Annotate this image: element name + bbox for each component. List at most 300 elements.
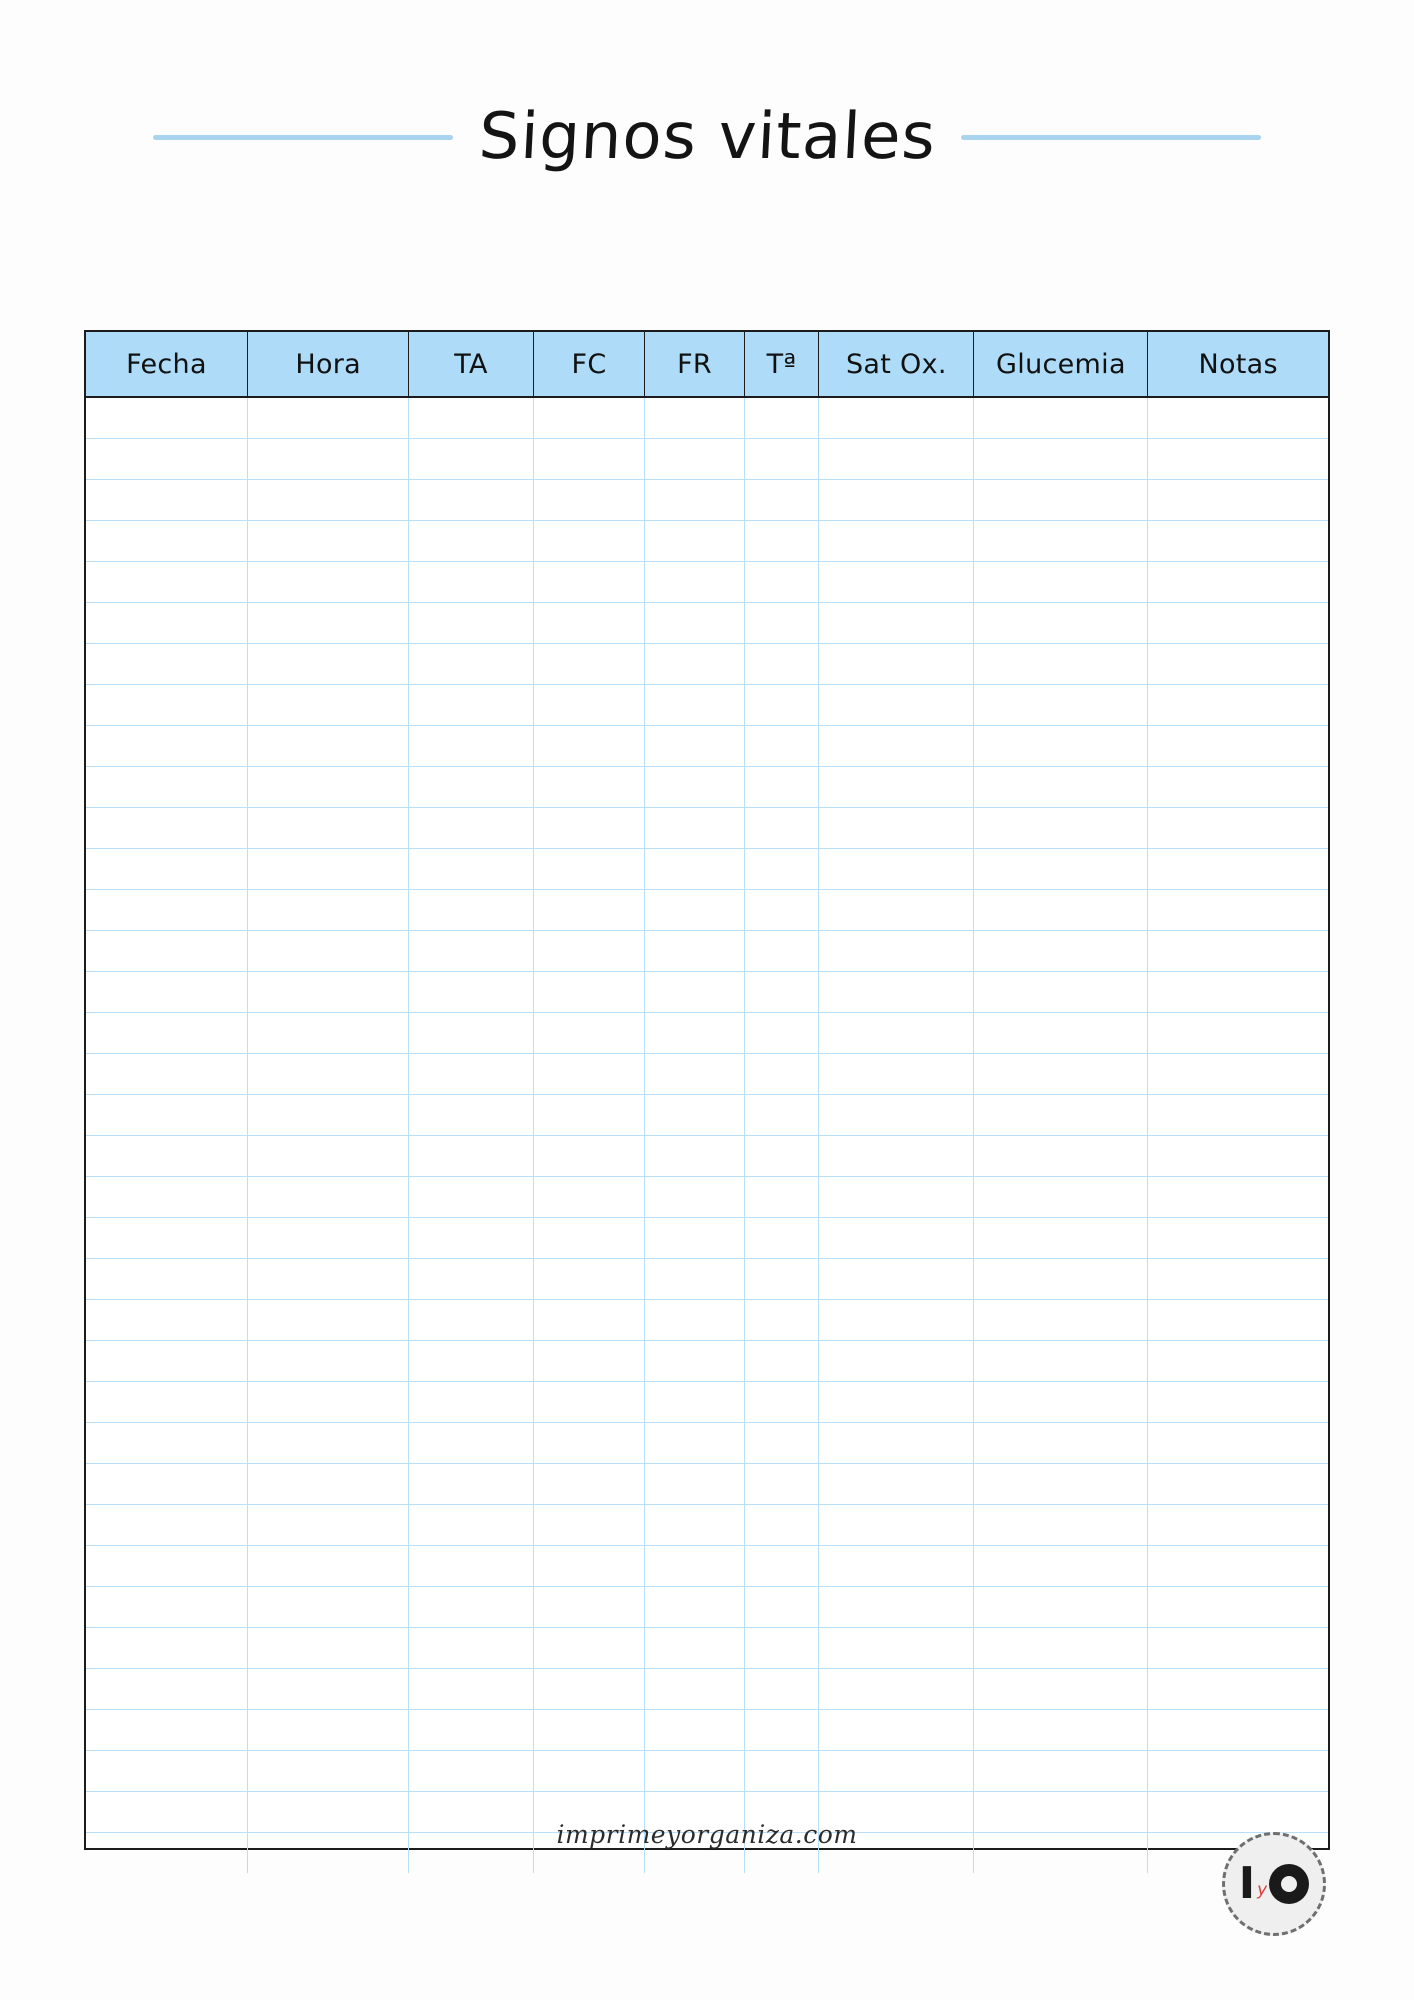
table-cell-t[interactable] [744, 1710, 819, 1751]
table-cell-sat-ox[interactable] [819, 1218, 974, 1259]
table-cell-fecha[interactable] [86, 767, 247, 808]
table-cell-sat-ox[interactable] [819, 1669, 974, 1710]
table-cell-fc[interactable] [533, 767, 645, 808]
table-cell-sat-ox[interactable] [819, 808, 974, 849]
table-cell-sat-ox[interactable] [819, 726, 974, 767]
table-cell-notas[interactable] [1148, 1341, 1328, 1382]
table-cell-glucemia[interactable] [974, 439, 1148, 480]
table-cell-glucemia[interactable] [974, 1505, 1148, 1546]
table-cell-ta[interactable] [409, 397, 533, 439]
table-cell-ta[interactable] [409, 1013, 533, 1054]
table-cell-fc[interactable] [533, 1218, 645, 1259]
table-cell-hora[interactable] [247, 1259, 408, 1300]
table-cell-ta[interactable] [409, 603, 533, 644]
table-cell-fc[interactable] [533, 726, 645, 767]
table-cell-hora[interactable] [247, 1177, 408, 1218]
table-cell-glucemia[interactable] [974, 397, 1148, 439]
table-cell-hora[interactable] [247, 1300, 408, 1341]
table-cell-notas[interactable] [1148, 1259, 1328, 1300]
table-cell-hora[interactable] [247, 685, 408, 726]
table-cell-fecha[interactable] [86, 931, 247, 972]
table-cell-glucemia[interactable] [974, 1382, 1148, 1423]
table-cell-notas[interactable] [1148, 726, 1328, 767]
table-cell-fr[interactable] [645, 603, 744, 644]
table-cell-fecha[interactable] [86, 1300, 247, 1341]
table-cell-fc[interactable] [533, 972, 645, 1013]
table-cell-t[interactable] [744, 808, 819, 849]
table-cell-sat-ox[interactable] [819, 562, 974, 603]
table-cell-glucemia[interactable] [974, 1136, 1148, 1177]
table-cell-hora[interactable] [247, 521, 408, 562]
table-cell-fr[interactable] [645, 767, 744, 808]
table-cell-sat-ox[interactable] [819, 1546, 974, 1587]
table-cell-hora[interactable] [247, 808, 408, 849]
table-cell-fr[interactable] [645, 685, 744, 726]
table-cell-ta[interactable] [409, 521, 533, 562]
table-cell-sat-ox[interactable] [819, 1751, 974, 1792]
table-cell-sat-ox[interactable] [819, 1095, 974, 1136]
table-cell-fr[interactable] [645, 562, 744, 603]
table-cell-ta[interactable] [409, 890, 533, 931]
table-cell-hora[interactable] [247, 1095, 408, 1136]
table-cell-glucemia[interactable] [974, 480, 1148, 521]
table-cell-fecha[interactable] [86, 1464, 247, 1505]
table-cell-notas[interactable] [1148, 1505, 1328, 1546]
table-cell-fc[interactable] [533, 1054, 645, 1095]
table-cell-fc[interactable] [533, 1423, 645, 1464]
table-cell-notas[interactable] [1148, 1013, 1328, 1054]
table-cell-glucemia[interactable] [974, 1710, 1148, 1751]
table-cell-notas[interactable] [1148, 972, 1328, 1013]
table-cell-glucemia[interactable] [974, 931, 1148, 972]
table-cell-glucemia[interactable] [974, 1177, 1148, 1218]
table-cell-glucemia[interactable] [974, 808, 1148, 849]
table-cell-fc[interactable] [533, 1546, 645, 1587]
table-cell-t[interactable] [744, 1300, 819, 1341]
table-cell-sat-ox[interactable] [819, 1259, 974, 1300]
table-cell-fc[interactable] [533, 1710, 645, 1751]
table-cell-notas[interactable] [1148, 1628, 1328, 1669]
table-cell-sat-ox[interactable] [819, 1505, 974, 1546]
table-cell-glucemia[interactable] [974, 644, 1148, 685]
table-cell-fc[interactable] [533, 1628, 645, 1669]
table-cell-fecha[interactable] [86, 685, 247, 726]
table-cell-fecha[interactable] [86, 849, 247, 890]
table-cell-fr[interactable] [645, 1136, 744, 1177]
table-cell-notas[interactable] [1148, 644, 1328, 685]
table-cell-fecha[interactable] [86, 1587, 247, 1628]
table-cell-t[interactable] [744, 1095, 819, 1136]
table-cell-fr[interactable] [645, 1341, 744, 1382]
table-cell-notas[interactable] [1148, 849, 1328, 890]
table-cell-fr[interactable] [645, 1546, 744, 1587]
table-cell-glucemia[interactable] [974, 521, 1148, 562]
table-cell-t[interactable] [744, 726, 819, 767]
table-cell-hora[interactable] [247, 1587, 408, 1628]
table-cell-glucemia[interactable] [974, 1218, 1148, 1259]
table-cell-sat-ox[interactable] [819, 521, 974, 562]
table-cell-t[interactable] [744, 1423, 819, 1464]
table-cell-ta[interactable] [409, 849, 533, 890]
table-cell-fc[interactable] [533, 1177, 645, 1218]
table-cell-fc[interactable] [533, 1300, 645, 1341]
table-cell-notas[interactable] [1148, 1546, 1328, 1587]
table-cell-hora[interactable] [247, 1054, 408, 1095]
table-cell-glucemia[interactable] [974, 1546, 1148, 1587]
table-cell-ta[interactable] [409, 1136, 533, 1177]
table-cell-ta[interactable] [409, 931, 533, 972]
table-cell-ta[interactable] [409, 439, 533, 480]
table-cell-ta[interactable] [409, 1464, 533, 1505]
table-cell-t[interactable] [744, 1136, 819, 1177]
table-cell-t[interactable] [744, 890, 819, 931]
table-cell-notas[interactable] [1148, 685, 1328, 726]
table-cell-t[interactable] [744, 1505, 819, 1546]
table-cell-fecha[interactable] [86, 972, 247, 1013]
table-cell-t[interactable] [744, 1546, 819, 1587]
table-cell-t[interactable] [744, 1587, 819, 1628]
table-cell-ta[interactable] [409, 1218, 533, 1259]
table-cell-glucemia[interactable] [974, 1587, 1148, 1628]
table-cell-fr[interactable] [645, 644, 744, 685]
table-cell-glucemia[interactable] [974, 562, 1148, 603]
table-cell-ta[interactable] [409, 1382, 533, 1423]
table-cell-hora[interactable] [247, 1218, 408, 1259]
table-cell-fc[interactable] [533, 603, 645, 644]
table-cell-fecha[interactable] [86, 1669, 247, 1710]
table-cell-fecha[interactable] [86, 644, 247, 685]
table-cell-sat-ox[interactable] [819, 931, 974, 972]
table-cell-t[interactable] [744, 1628, 819, 1669]
table-cell-fecha[interactable] [86, 1710, 247, 1751]
table-cell-hora[interactable] [247, 439, 408, 480]
table-cell-t[interactable] [744, 1382, 819, 1423]
table-cell-t[interactable] [744, 521, 819, 562]
table-cell-glucemia[interactable] [974, 1259, 1148, 1300]
table-cell-fr[interactable] [645, 1382, 744, 1423]
table-cell-hora[interactable] [247, 1505, 408, 1546]
table-cell-glucemia[interactable] [974, 849, 1148, 890]
table-cell-fr[interactable] [645, 808, 744, 849]
table-cell-hora[interactable] [247, 562, 408, 603]
table-cell-glucemia[interactable] [974, 1341, 1148, 1382]
table-cell-glucemia[interactable] [974, 726, 1148, 767]
table-cell-glucemia[interactable] [974, 1300, 1148, 1341]
table-cell-t[interactable] [744, 1177, 819, 1218]
table-cell-hora[interactable] [247, 767, 408, 808]
table-cell-glucemia[interactable] [974, 972, 1148, 1013]
table-cell-glucemia[interactable] [974, 603, 1148, 644]
table-cell-notas[interactable] [1148, 521, 1328, 562]
table-cell-sat-ox[interactable] [819, 397, 974, 439]
table-cell-glucemia[interactable] [974, 1628, 1148, 1669]
table-cell-sat-ox[interactable] [819, 1177, 974, 1218]
table-cell-sat-ox[interactable] [819, 767, 974, 808]
table-cell-hora[interactable] [247, 603, 408, 644]
table-cell-fecha[interactable] [86, 1341, 247, 1382]
table-cell-fc[interactable] [533, 644, 645, 685]
table-cell-fecha[interactable] [86, 1259, 247, 1300]
table-cell-notas[interactable] [1148, 1423, 1328, 1464]
table-cell-fr[interactable] [645, 1013, 744, 1054]
table-cell-t[interactable] [744, 397, 819, 439]
table-cell-sat-ox[interactable] [819, 1423, 974, 1464]
table-cell-t[interactable] [744, 480, 819, 521]
table-cell-fecha[interactable] [86, 1382, 247, 1423]
table-cell-sat-ox[interactable] [819, 1464, 974, 1505]
table-cell-sat-ox[interactable] [819, 480, 974, 521]
table-cell-fc[interactable] [533, 1464, 645, 1505]
table-cell-ta[interactable] [409, 1669, 533, 1710]
table-cell-fecha[interactable] [86, 1423, 247, 1464]
table-cell-hora[interactable] [247, 1464, 408, 1505]
table-cell-ta[interactable] [409, 1710, 533, 1751]
table-cell-fecha[interactable] [86, 890, 247, 931]
table-cell-fc[interactable] [533, 439, 645, 480]
table-cell-t[interactable] [744, 1259, 819, 1300]
table-cell-notas[interactable] [1148, 1751, 1328, 1792]
table-cell-t[interactable] [744, 1669, 819, 1710]
table-cell-ta[interactable] [409, 685, 533, 726]
table-cell-ta[interactable] [409, 1259, 533, 1300]
table-cell-fr[interactable] [645, 1095, 744, 1136]
table-cell-fecha[interactable] [86, 603, 247, 644]
table-cell-fc[interactable] [533, 890, 645, 931]
table-cell-fecha[interactable] [86, 1218, 247, 1259]
table-cell-fr[interactable] [645, 397, 744, 439]
table-cell-fr[interactable] [645, 1464, 744, 1505]
table-cell-sat-ox[interactable] [819, 685, 974, 726]
table-cell-glucemia[interactable] [974, 685, 1148, 726]
table-cell-sat-ox[interactable] [819, 439, 974, 480]
table-cell-fecha[interactable] [86, 808, 247, 849]
table-cell-glucemia[interactable] [974, 1423, 1148, 1464]
table-cell-notas[interactable] [1148, 480, 1328, 521]
table-cell-sat-ox[interactable] [819, 1300, 974, 1341]
table-cell-fr[interactable] [645, 1054, 744, 1095]
table-cell-fecha[interactable] [86, 726, 247, 767]
table-cell-hora[interactable] [247, 972, 408, 1013]
table-cell-notas[interactable] [1148, 562, 1328, 603]
table-cell-fr[interactable] [645, 439, 744, 480]
table-cell-glucemia[interactable] [974, 1464, 1148, 1505]
table-cell-notas[interactable] [1148, 1300, 1328, 1341]
table-cell-glucemia[interactable] [974, 1054, 1148, 1095]
table-cell-fecha[interactable] [86, 1095, 247, 1136]
table-cell-fc[interactable] [533, 1095, 645, 1136]
table-cell-fc[interactable] [533, 1669, 645, 1710]
table-cell-fc[interactable] [533, 397, 645, 439]
table-cell-fc[interactable] [533, 562, 645, 603]
table-cell-ta[interactable] [409, 1300, 533, 1341]
table-cell-notas[interactable] [1148, 1464, 1328, 1505]
table-cell-hora[interactable] [247, 1423, 408, 1464]
table-cell-ta[interactable] [409, 1546, 533, 1587]
table-cell-ta[interactable] [409, 767, 533, 808]
table-cell-fr[interactable] [645, 1669, 744, 1710]
table-cell-fc[interactable] [533, 808, 645, 849]
table-cell-ta[interactable] [409, 1505, 533, 1546]
table-cell-fr[interactable] [645, 1628, 744, 1669]
table-cell-sat-ox[interactable] [819, 972, 974, 1013]
table-cell-sat-ox[interactable] [819, 1628, 974, 1669]
table-cell-ta[interactable] [409, 1095, 533, 1136]
table-cell-glucemia[interactable] [974, 1669, 1148, 1710]
table-cell-hora[interactable] [247, 1341, 408, 1382]
table-cell-fecha[interactable] [86, 1505, 247, 1546]
table-cell-notas[interactable] [1148, 1382, 1328, 1423]
table-cell-t[interactable] [744, 1013, 819, 1054]
table-cell-glucemia[interactable] [974, 1095, 1148, 1136]
table-cell-fecha[interactable] [86, 397, 247, 439]
table-cell-notas[interactable] [1148, 1710, 1328, 1751]
table-cell-sat-ox[interactable] [819, 849, 974, 890]
table-cell-fr[interactable] [645, 1423, 744, 1464]
table-cell-fr[interactable] [645, 521, 744, 562]
table-cell-fr[interactable] [645, 726, 744, 767]
table-cell-fc[interactable] [533, 1013, 645, 1054]
table-cell-hora[interactable] [247, 1628, 408, 1669]
table-cell-hora[interactable] [247, 1669, 408, 1710]
table-cell-fecha[interactable] [86, 1751, 247, 1792]
table-cell-t[interactable] [744, 767, 819, 808]
table-cell-fecha[interactable] [86, 1177, 247, 1218]
table-cell-fc[interactable] [533, 931, 645, 972]
table-cell-t[interactable] [744, 1341, 819, 1382]
table-cell-notas[interactable] [1148, 1587, 1328, 1628]
table-cell-hora[interactable] [247, 480, 408, 521]
table-cell-sat-ox[interactable] [819, 1710, 974, 1751]
table-cell-fr[interactable] [645, 1300, 744, 1341]
table-cell-notas[interactable] [1148, 439, 1328, 480]
table-cell-fc[interactable] [533, 521, 645, 562]
table-cell-fr[interactable] [645, 1259, 744, 1300]
table-cell-t[interactable] [744, 1218, 819, 1259]
table-cell-notas[interactable] [1148, 603, 1328, 644]
table-cell-notas[interactable] [1148, 931, 1328, 972]
table-cell-sat-ox[interactable] [819, 1341, 974, 1382]
table-cell-fc[interactable] [533, 1382, 645, 1423]
table-cell-ta[interactable] [409, 1054, 533, 1095]
table-cell-ta[interactable] [409, 726, 533, 767]
table-cell-glucemia[interactable] [974, 767, 1148, 808]
table-cell-fc[interactable] [533, 1751, 645, 1792]
table-cell-ta[interactable] [409, 1751, 533, 1792]
table-cell-fr[interactable] [645, 849, 744, 890]
table-cell-fr[interactable] [645, 1177, 744, 1218]
table-cell-sat-ox[interactable] [819, 1013, 974, 1054]
table-cell-fr[interactable] [645, 972, 744, 1013]
table-cell-notas[interactable] [1148, 1054, 1328, 1095]
table-cell-glucemia[interactable] [974, 1751, 1148, 1792]
table-cell-fc[interactable] [533, 685, 645, 726]
table-cell-glucemia[interactable] [974, 1013, 1148, 1054]
table-cell-hora[interactable] [247, 726, 408, 767]
table-cell-fc[interactable] [533, 1505, 645, 1546]
table-cell-t[interactable] [744, 644, 819, 685]
table-cell-fr[interactable] [645, 1505, 744, 1546]
table-cell-fr[interactable] [645, 1751, 744, 1792]
table-cell-hora[interactable] [247, 931, 408, 972]
table-cell-t[interactable] [744, 603, 819, 644]
table-cell-fr[interactable] [645, 1710, 744, 1751]
table-cell-notas[interactable] [1148, 1218, 1328, 1259]
table-cell-hora[interactable] [247, 1382, 408, 1423]
table-cell-hora[interactable] [247, 890, 408, 931]
table-cell-fecha[interactable] [86, 1628, 247, 1669]
table-cell-fecha[interactable] [86, 1136, 247, 1177]
table-cell-notas[interactable] [1148, 890, 1328, 931]
table-cell-fr[interactable] [645, 890, 744, 931]
table-cell-t[interactable] [744, 685, 819, 726]
table-cell-fecha[interactable] [86, 439, 247, 480]
table-cell-ta[interactable] [409, 1587, 533, 1628]
table-cell-sat-ox[interactable] [819, 1382, 974, 1423]
table-cell-fr[interactable] [645, 1218, 744, 1259]
table-cell-sat-ox[interactable] [819, 644, 974, 685]
table-cell-fc[interactable] [533, 1259, 645, 1300]
table-cell-t[interactable] [744, 562, 819, 603]
table-cell-notas[interactable] [1148, 397, 1328, 439]
table-cell-notas[interactable] [1148, 767, 1328, 808]
table-cell-fecha[interactable] [86, 1013, 247, 1054]
table-cell-sat-ox[interactable] [819, 1587, 974, 1628]
table-cell-hora[interactable] [247, 1710, 408, 1751]
table-cell-t[interactable] [744, 439, 819, 480]
table-cell-fc[interactable] [533, 1136, 645, 1177]
table-cell-hora[interactable] [247, 1013, 408, 1054]
table-cell-notas[interactable] [1148, 1095, 1328, 1136]
table-cell-fr[interactable] [645, 931, 744, 972]
table-cell-notas[interactable] [1148, 1136, 1328, 1177]
table-cell-t[interactable] [744, 1464, 819, 1505]
table-cell-sat-ox[interactable] [819, 1054, 974, 1095]
table-cell-ta[interactable] [409, 644, 533, 685]
table-cell-fecha[interactable] [86, 521, 247, 562]
table-cell-ta[interactable] [409, 562, 533, 603]
table-cell-fecha[interactable] [86, 1546, 247, 1587]
table-cell-fc[interactable] [533, 1587, 645, 1628]
table-cell-notas[interactable] [1148, 1177, 1328, 1218]
table-cell-fc[interactable] [533, 1341, 645, 1382]
table-cell-fecha[interactable] [86, 562, 247, 603]
table-cell-t[interactable] [744, 931, 819, 972]
table-cell-hora[interactable] [247, 849, 408, 890]
table-cell-fecha[interactable] [86, 480, 247, 521]
table-cell-glucemia[interactable] [974, 890, 1148, 931]
table-cell-sat-ox[interactable] [819, 1136, 974, 1177]
table-cell-hora[interactable] [247, 1136, 408, 1177]
table-cell-ta[interactable] [409, 1628, 533, 1669]
table-cell-t[interactable] [744, 972, 819, 1013]
table-cell-fc[interactable] [533, 480, 645, 521]
table-cell-fc[interactable] [533, 849, 645, 890]
table-cell-ta[interactable] [409, 1177, 533, 1218]
table-cell-ta[interactable] [409, 808, 533, 849]
table-cell-ta[interactable] [409, 1341, 533, 1382]
table-cell-fr[interactable] [645, 480, 744, 521]
table-cell-t[interactable] [744, 849, 819, 890]
table-cell-sat-ox[interactable] [819, 603, 974, 644]
table-cell-t[interactable] [744, 1751, 819, 1792]
table-cell-ta[interactable] [409, 480, 533, 521]
table-cell-hora[interactable] [247, 397, 408, 439]
table-cell-fecha[interactable] [86, 1054, 247, 1095]
table-cell-ta[interactable] [409, 1423, 533, 1464]
table-cell-sat-ox[interactable] [819, 890, 974, 931]
table-cell-t[interactable] [744, 1054, 819, 1095]
table-cell-notas[interactable] [1148, 808, 1328, 849]
